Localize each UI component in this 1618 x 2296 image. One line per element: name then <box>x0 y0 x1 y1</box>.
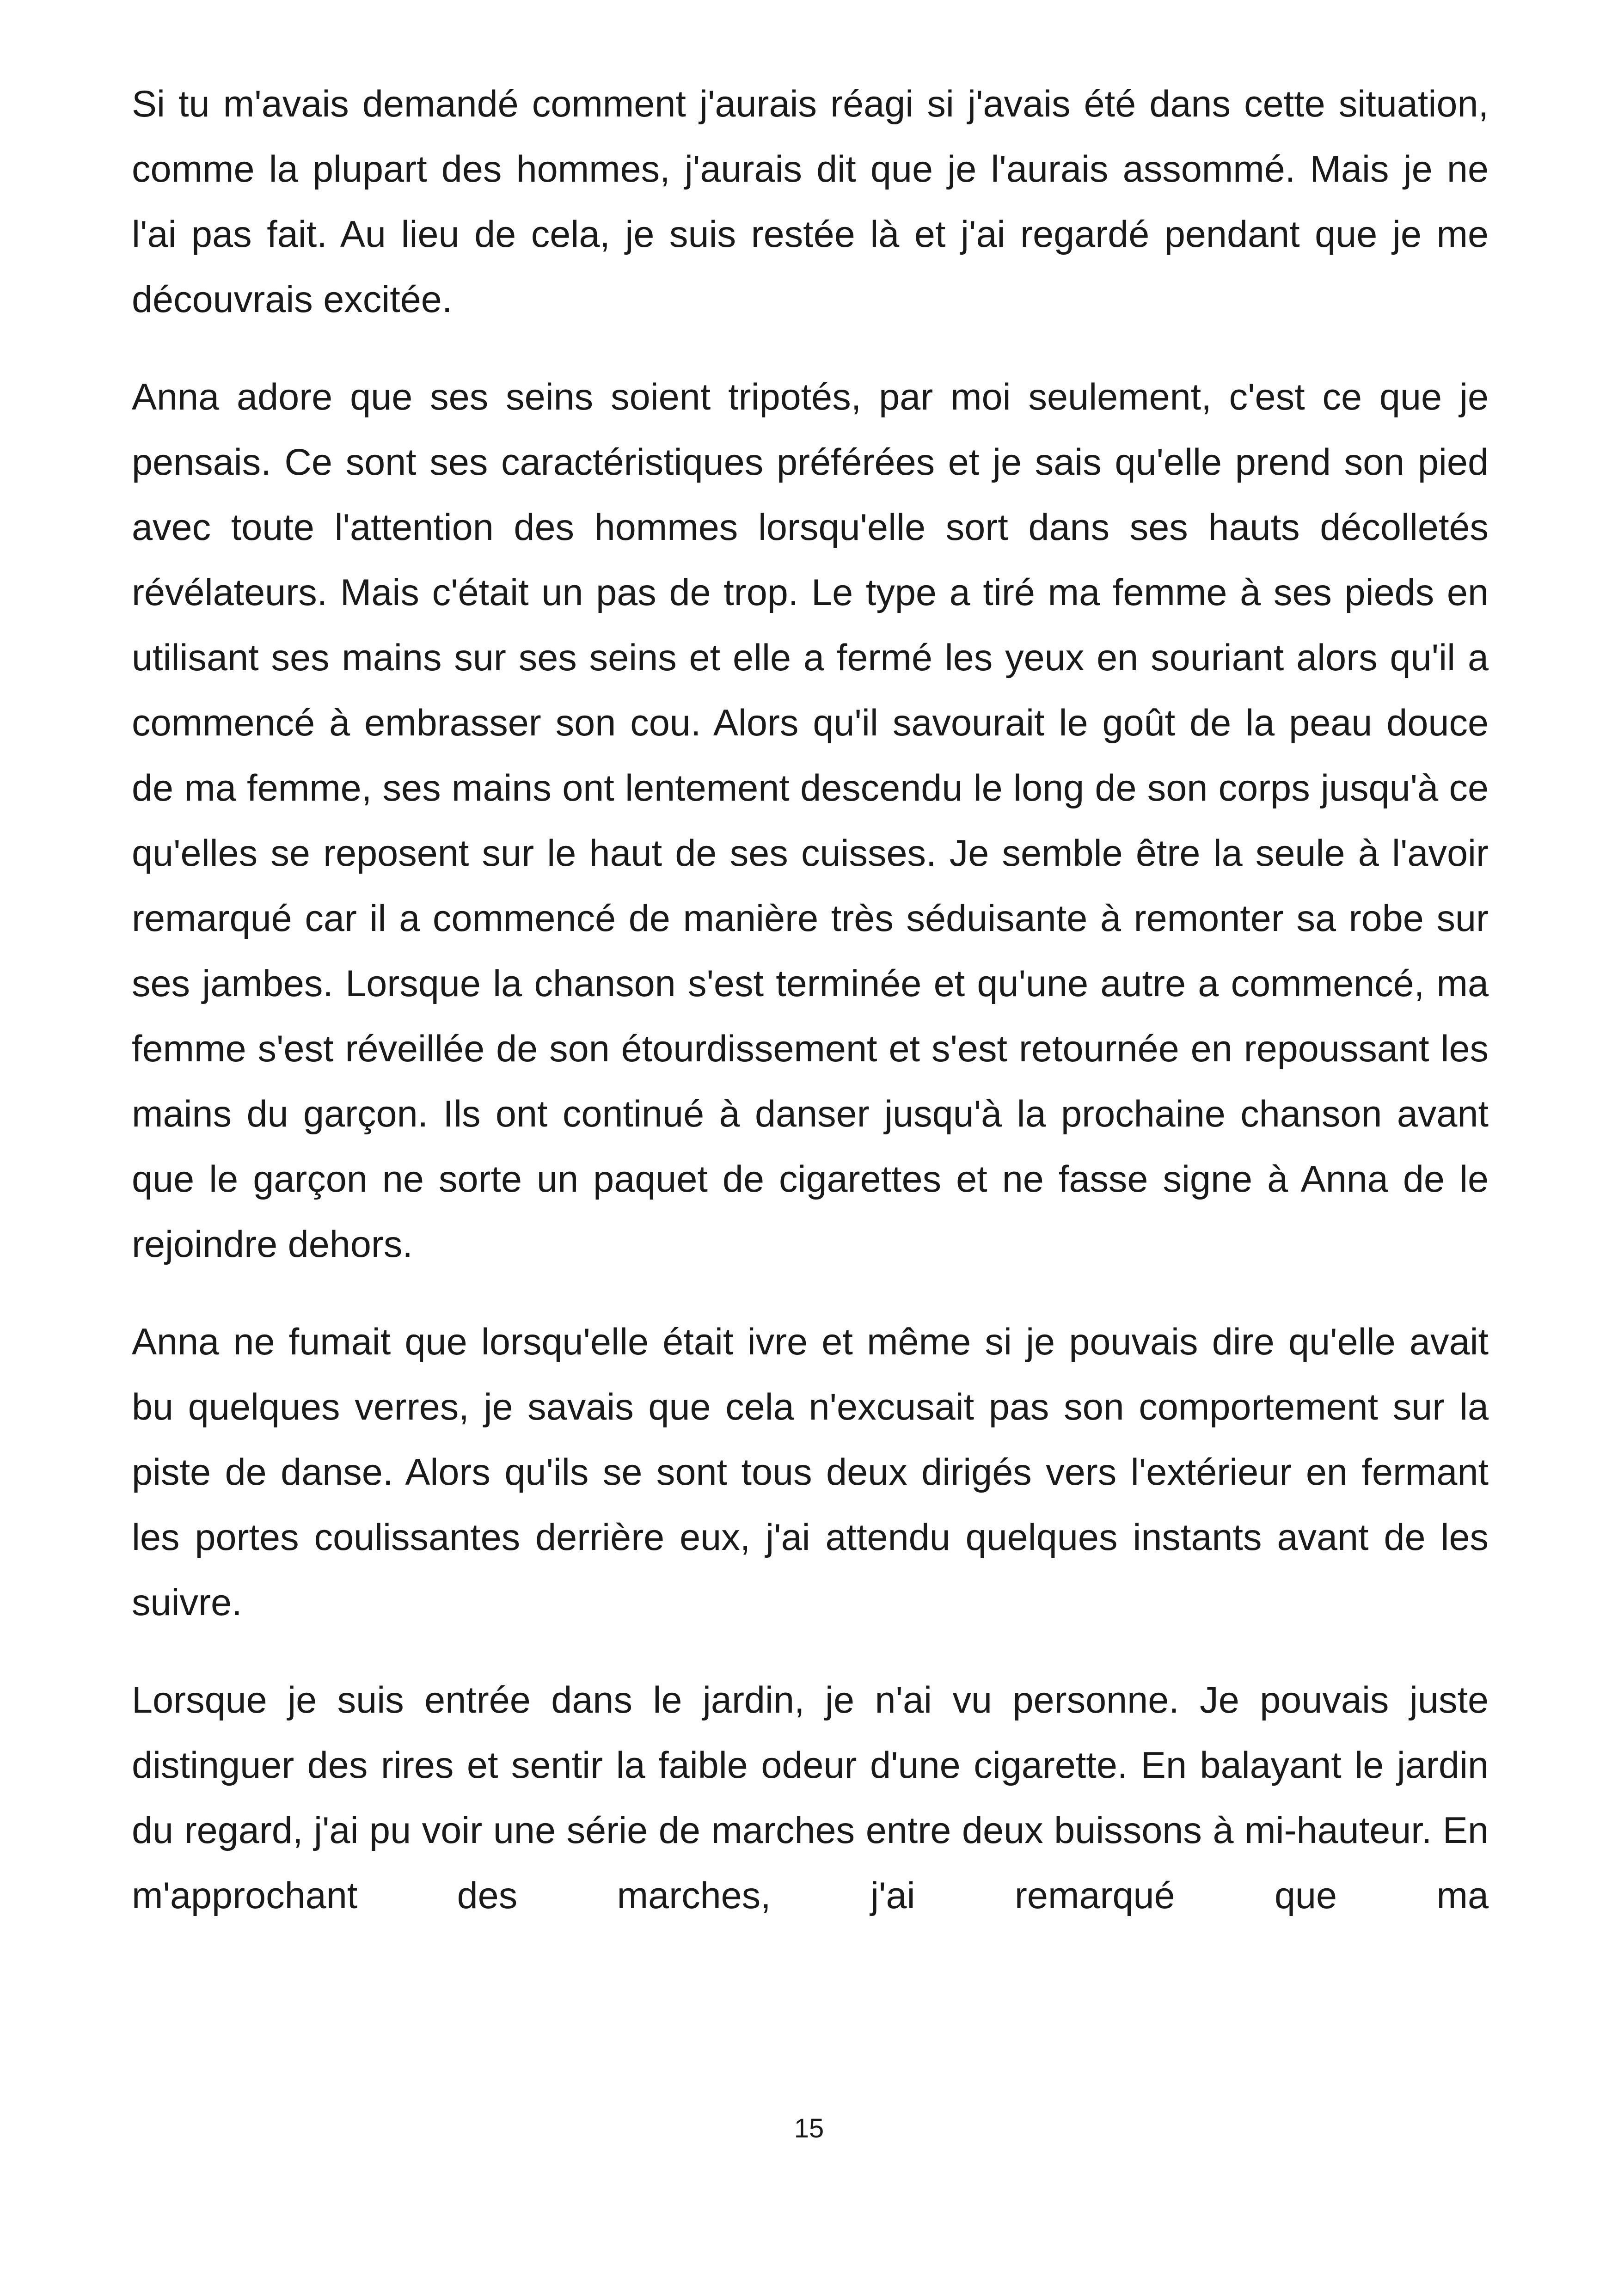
page-number: 15 <box>794 2113 824 2143</box>
paragraph-3: Anna ne fumait que lorsqu'elle était ivre et même si je pouvais dire qu'elle avait bu quelques verres, je savais que cela n'excusait pas son comportement sur la piste de danse. Alors qu'ils se sont tous deux dirigés vers l'extérieur en fermant les portes coulissantes derrière eux, j'ai attendu quelques instants avant de les suivre. <box>132 1321 1489 1623</box>
paragraph-1: Si tu m'avais demandé comment j'aurais réagi si j'avais été dans cette situation, comme la plupart des hommes, j'aurais dit que je l'aurais assommé. Mais je ne l'ai pas fait. Au lieu de cela, je suis restée là et j'ai regardé pendant que je me découvrais excitée. <box>132 83 1489 320</box>
paragraph-2: Anna adore que ses seins soient tripotés, par moi seulement, c'est ce que je pensais. Ce sont ses caractéristiques préférées et je sais qu'elle prend son pied avec toute l'attention des hommes lorsqu'elle sort dans ses hauts décolletés révélateurs. Mais c'était un pas de trop. Le type a tiré ma femme à ses pieds en utilisant ses mains sur ses seins et elle a fermé les yeux en souriant alors qu'il a commencé à embrasser son cou. Alors qu'il savourait le goût de la peau douce de ma femme, ses mains ont lentement descendu le long de son corps jusqu'à ce qu'elles se reposent sur le haut de ses cuisses. Je semble être la seule à l'avoir remarqué car il a commencé de manière très séduisante à remonter sa robe sur ses jambes. Lorsque la chanson s'est terminée et qu'une autre a commencé, ma femme s'est réveillée de son étourdissement et s'est retournée en repoussant les mains du garçon. Ils ont continué à danser jusqu'à la prochaine chanson avant que le garçon ne sorte un paquet de cigarettes et ne fasse signe à Anna de le rejoindre dehors. <box>132 376 1489 1265</box>
paragraph-4: Lorsque je suis entrée dans le jardin, je n'ai vu personne. Je pouvais juste distinguer des rires et sentir la faible odeur d'une cigarette. En balayant le jardin du regard, j'ai pu voir une série de marches entre deux buissons à mi-hauteur. En m'approchant des marches, j'ai remarqué que ma <box>132 1679 1489 1916</box>
body-text <box>132 72 1489 1961</box>
